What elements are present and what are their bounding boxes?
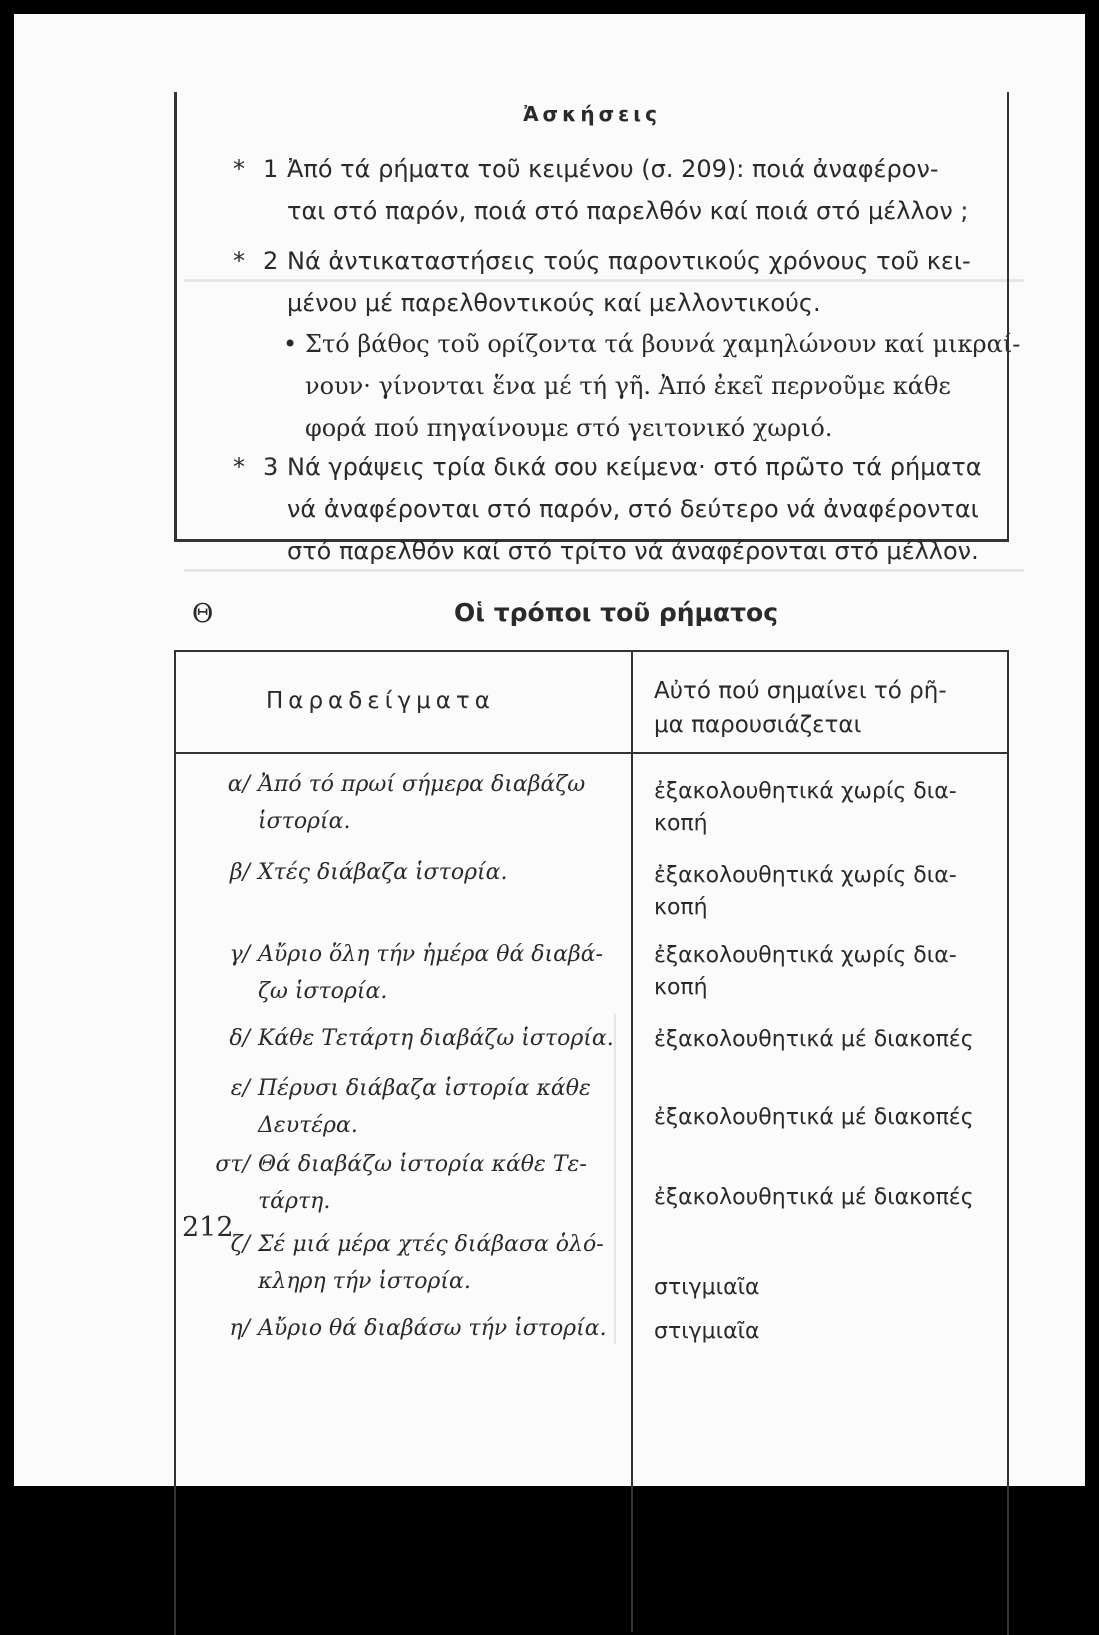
- exercise-line: νά ἀναφέρονται στό παρόν, στό δεύτερο νά ἀναφέρονται: [287, 495, 979, 523]
- row-letter: γ/: [229, 942, 250, 967]
- example-line: Αὔριο θά διαβάσω τήν ἱστορία.: [258, 1316, 607, 1341]
- row-example: [258, 1310, 623, 1347]
- exercise-line: Ἀπό τά ρήματα τοῦ κειμένου (σ. 209): ποιά ἀναφέρον-: [287, 155, 939, 183]
- quote-line: Στό βάθος τοῦ ορίζοντα τά βουνά χαμηλώνουν καί μικραί-: [305, 330, 1021, 358]
- quote-line: φορά πού πηγαίνουμε στό γειτονικό χωριό.: [305, 414, 833, 442]
- row-letter: α/: [227, 772, 250, 797]
- header-examples: Παραδείγματα: [266, 688, 495, 714]
- row-letter: ζ/: [230, 1232, 250, 1257]
- header-rule: [176, 752, 1007, 754]
- exercise-number: 2: [263, 247, 279, 275]
- meaning-line: ἐξακολουθητικά μέ διακοπές: [654, 1105, 974, 1130]
- row-letter: η/: [229, 1316, 250, 1341]
- section-mark: Θ: [192, 599, 214, 629]
- header-meaning: [654, 674, 947, 742]
- column-divider: [631, 652, 633, 1632]
- verb-moods-table: [174, 650, 1009, 1635]
- exercise-line: στό παρελθόν καί στό τρίτο νά ἀναφέρονται στό μέλλον.: [287, 537, 979, 565]
- row-example: [258, 1226, 623, 1300]
- meaning-line: ἐξακολουθητικά μέ διακοπές: [654, 1185, 974, 1210]
- row-example: [258, 1146, 623, 1220]
- row-meaning: [654, 1182, 1004, 1214]
- row-letter: β/: [229, 860, 250, 885]
- example-line: κληρη τήν ἱστορία.: [258, 1269, 471, 1294]
- exercise-line: Νά ἀντικαταστήσεις τούς παροντικούς χρόνους τοῦ κει-: [287, 247, 971, 275]
- row-letter: δ/: [229, 1026, 250, 1051]
- section-title: Οἱ τρόποι τοῦ ρήματος: [454, 598, 779, 627]
- example-line: Κάθε Τετάρτη διαβάζω ἱστορία.: [258, 1026, 614, 1051]
- exercise-line: ται στό παρόν, ποιά στό παρελθόν καί ποιά στό μέλλον ;: [287, 197, 969, 225]
- bleed-through: [184, 569, 1024, 572]
- meaning-line: ἐξακολουθητικά μέ διακοπές: [654, 1027, 974, 1052]
- meaning-line: ἐξακολουθητικά χωρίς δια-: [654, 863, 957, 888]
- exercise-marker: *: [233, 247, 245, 275]
- example-line: Πέρυσι διάβαζα ἱστορία κάθε: [258, 1076, 591, 1101]
- meaning-line: ἐξακολουθητικά χωρίς δια-: [654, 779, 957, 804]
- row-example: [258, 1020, 623, 1057]
- example-line: Ἀπό τό πρωί σήμερα διαβάζω: [258, 772, 586, 797]
- meaning-line: κοπή: [654, 895, 708, 920]
- header-meaning-line: Αὐτό πού σημαίνει τό ρῆ-: [654, 678, 947, 704]
- exercise-number: 1: [263, 155, 279, 183]
- row-example: [258, 766, 623, 840]
- row-meaning: [654, 940, 1004, 1004]
- example-line: Σέ μιά μέρα χτές διάβασα ὁλό-: [258, 1232, 604, 1257]
- row-letter: στ/: [215, 1152, 250, 1177]
- meaning-line: κοπή: [654, 811, 708, 836]
- example-line: Δευτέρα.: [258, 1113, 358, 1138]
- example-line: ζω ἱστορία.: [258, 979, 388, 1004]
- meaning-line: κοπή: [654, 975, 708, 1000]
- row-meaning: [654, 1272, 1004, 1304]
- exercises-box: [174, 92, 1021, 565]
- book-page: [14, 14, 1085, 1486]
- exercise-marker: *: [233, 453, 245, 481]
- example-line: τάρτη.: [258, 1189, 331, 1214]
- meaning-line: στιγμιαῖα: [654, 1275, 760, 1300]
- example-line: ἱστορία.: [258, 809, 351, 834]
- row-meaning: [654, 1102, 1004, 1134]
- exercises-title: Ἀσκήσεις: [523, 102, 661, 126]
- example-line: Αὔριο ὅλη τήν ἡμέρα θά διαβά-: [258, 942, 604, 967]
- row-meaning: [654, 1024, 1004, 1056]
- row-example: [258, 936, 623, 1010]
- exercise-line: Νά γράψεις τρία δικά σου κείμενα· στό πρῶτο τά ρήματα: [287, 453, 982, 481]
- row-meaning: [654, 776, 1004, 840]
- quote-bullet: •: [283, 330, 298, 358]
- header-meaning-line: μα παρουσιάζεται: [654, 712, 862, 738]
- row-meaning: [654, 860, 1004, 924]
- page-number: 212: [182, 1212, 234, 1243]
- row-letter: ε/: [230, 1076, 250, 1101]
- row-meaning: [654, 1316, 1004, 1348]
- quote-line: νουν· γίνονται ἕνα μέ τή γῆ. Ἀπό ἐκεῖ περνοῦμε κάθε: [305, 372, 951, 400]
- row-example: [258, 1070, 623, 1144]
- exercise-line: μένου μέ παρελθοντικούς καί μελλοντικούς.: [287, 289, 821, 317]
- row-example: [258, 854, 623, 891]
- exercise-number: 3: [263, 453, 279, 481]
- meaning-line: στιγμιαῖα: [654, 1319, 760, 1344]
- meaning-line: ἐξακολουθητικά χωρίς δια-: [654, 943, 957, 968]
- exercise-marker: *: [233, 155, 245, 183]
- example-line: Χτές διάβαζα ἱστορία.: [258, 860, 508, 885]
- example-line: Θά διαβάζω ἱστορία κάθε Τε-: [258, 1152, 587, 1177]
